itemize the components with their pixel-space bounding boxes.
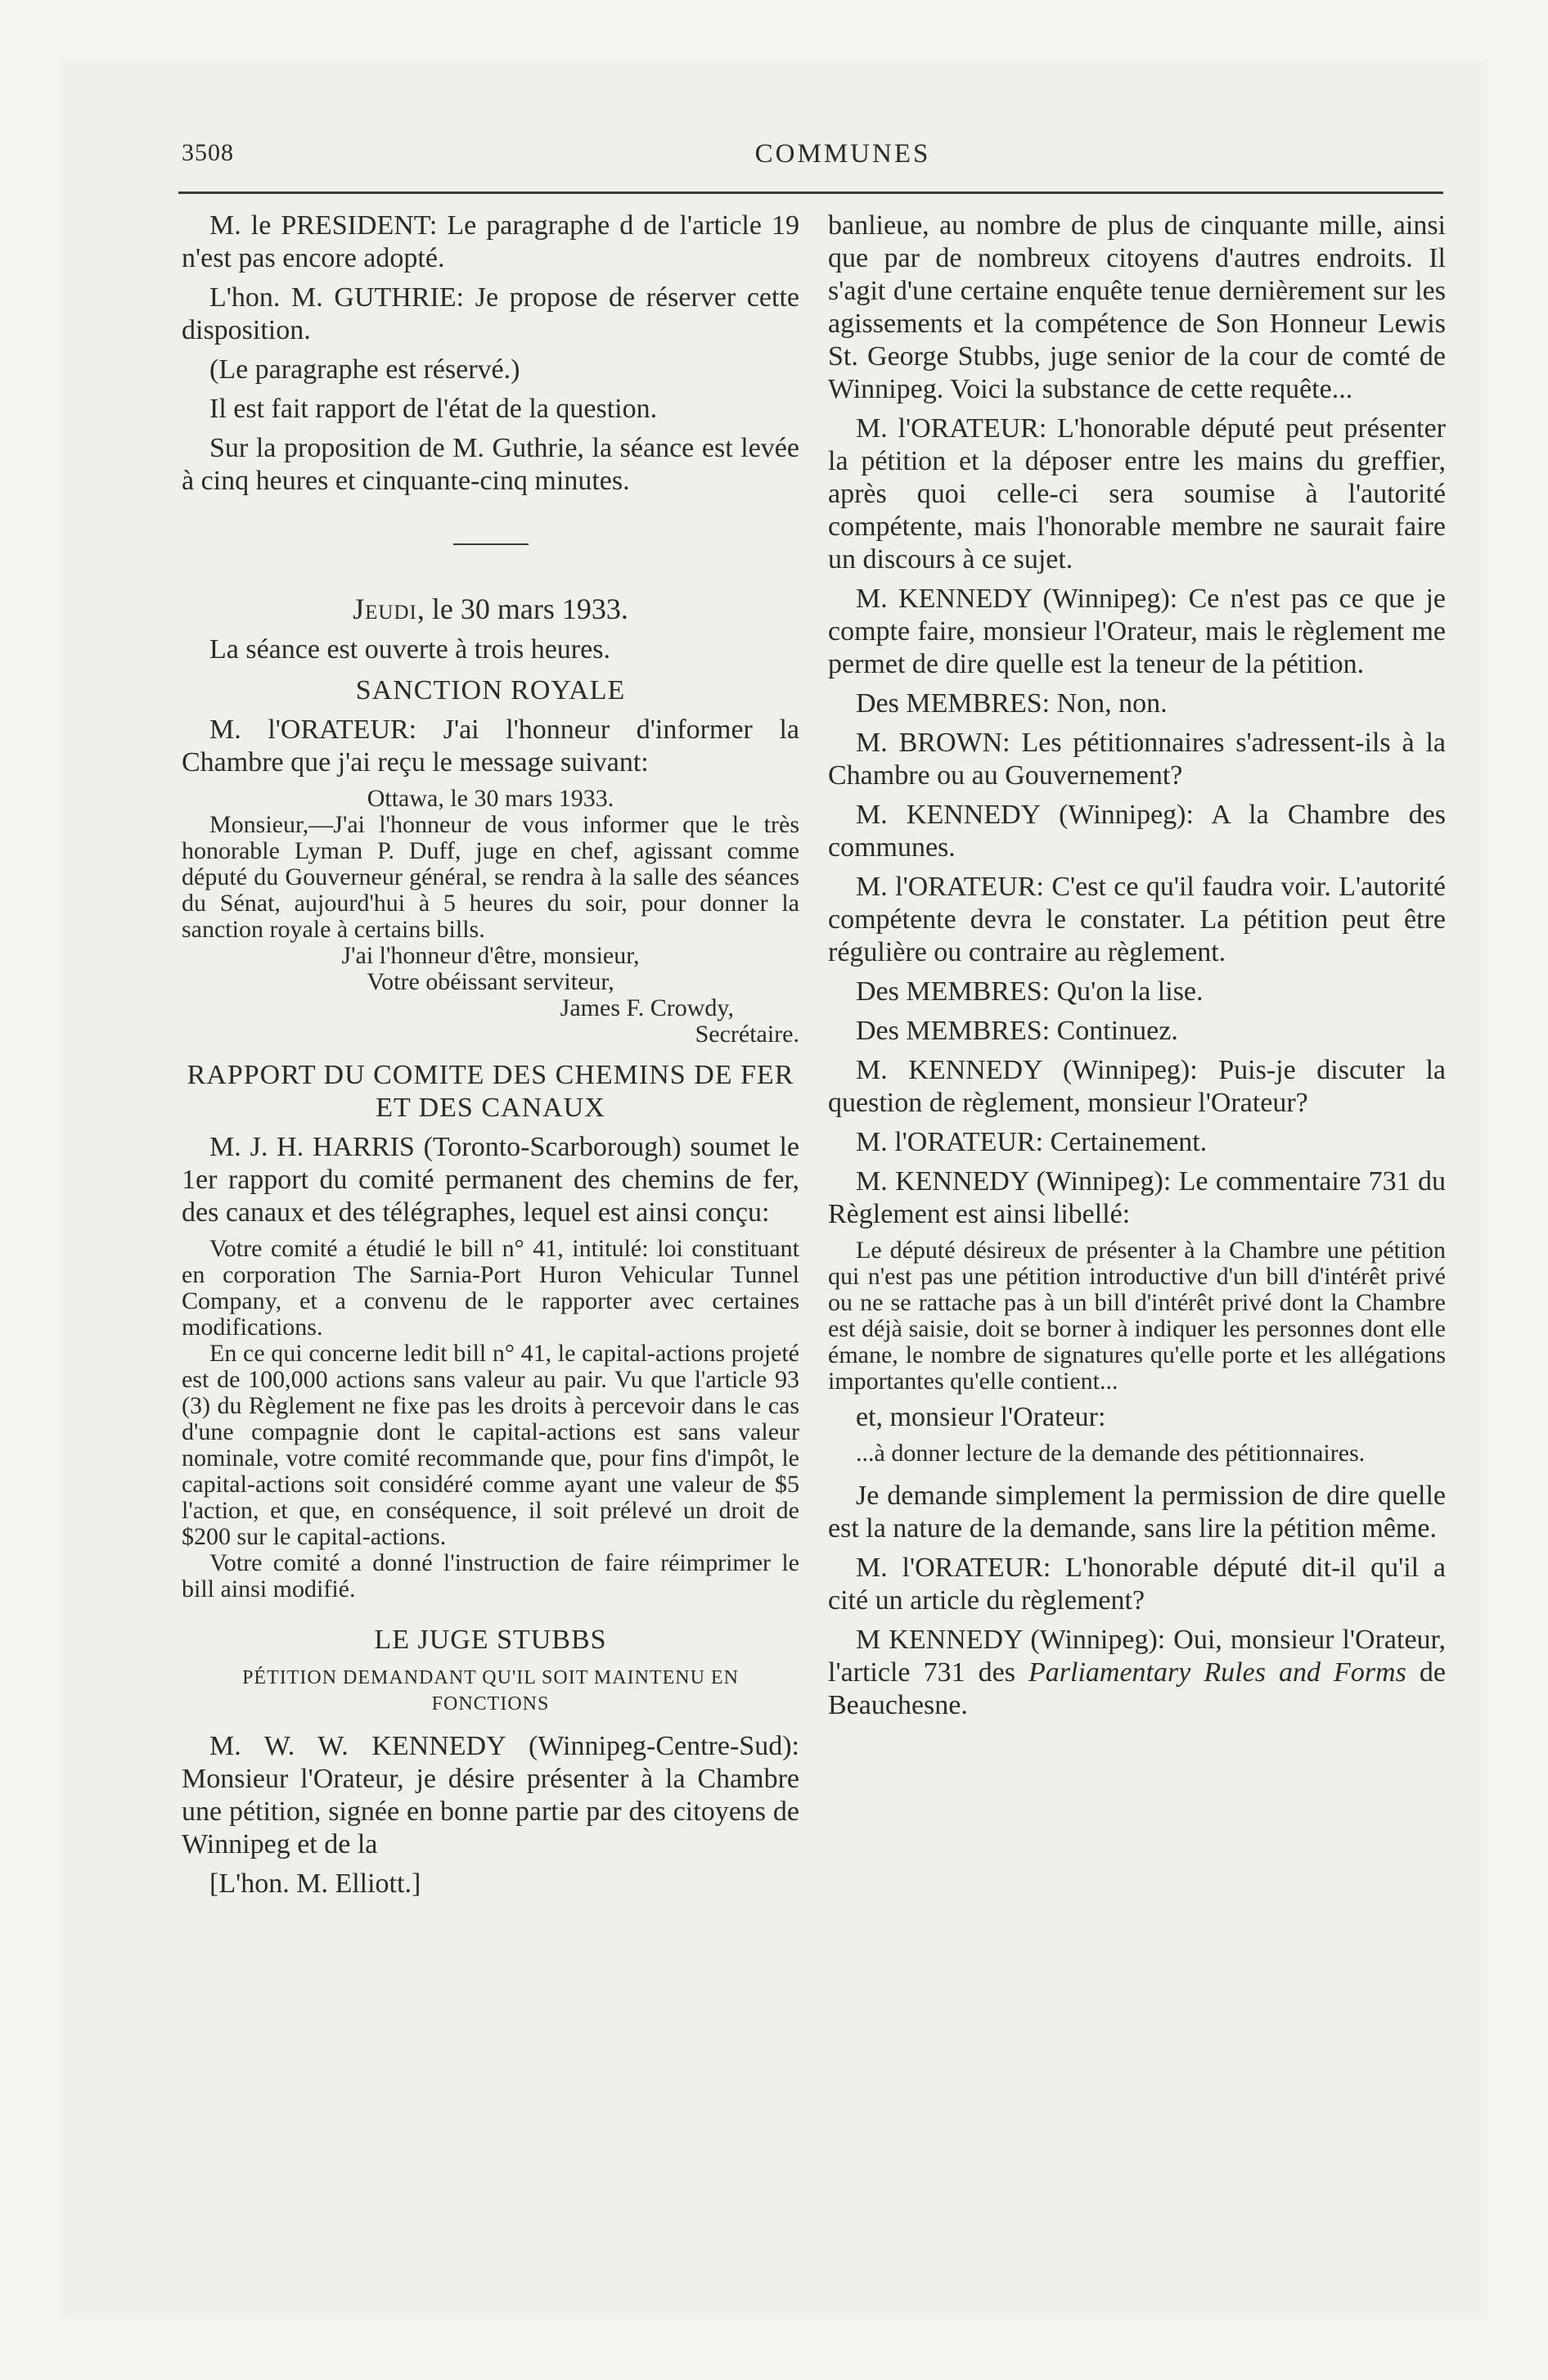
left-column xyxy=(182,210,799,1907)
section-heading: RAPPORT DU COMITE DES CHEMINS DE FER ET DES CANAUX xyxy=(187,1060,794,1123)
header-rule xyxy=(178,192,1443,194)
paragraph: L'hon. M. GUTHRIE: Je propose de réserver cette disposition. xyxy=(182,282,799,345)
page-number: 3508 xyxy=(182,139,234,166)
report-paragraph: Votre comité a donné l'instruction de faire réimprimer le bill ainsi modifié. xyxy=(182,1549,799,1602)
paragraph: Il est fait rapport de l'état de la question. xyxy=(209,394,658,424)
paragraph: M. l'ORATEUR: C'est ce qu'il faudra voir. L'autorité compétente devra le constater. La pétition peut être régulière ou contraire au règlement. xyxy=(828,872,1446,967)
letter-closing: J'ai l'honneur d'être, monsieur, xyxy=(341,942,640,969)
letter-servant: Votre obéissant serviteur, xyxy=(367,968,614,995)
right-column xyxy=(828,210,1446,1729)
paragraph: M. l'ORATEUR: L'honorable député peut présenter la pétition et la déposer entre les mains du greffier, après quoi celle-ci sera soumise à l'autorité compétente, mais l'honorable membre ne saurait faire un discours à ce sujet. xyxy=(828,413,1446,575)
cited-work-title: Parliamentary Rules and Forms xyxy=(1028,1657,1406,1688)
report-paragraph: Votre comité a étudié le bill n° 41, intitulé: loi constituant en corporation The Sarnia-Port Huron Vehicular Tunnel Company, et a convenu de le rapporter avec certaines modifications. xyxy=(182,1235,799,1341)
paragraph: Des MEMBRES: Continuez. xyxy=(856,1016,1178,1046)
letter-body: Monsieur,—J'ai l'honneur de vous informer que le très honorable Lyman P. Duff, juge en chef, agissant comme député du Gouverneur général, se rendra à la salle des séances du Sénat, aujourd'hui à 5 heures du soir, pour donner la sanction royale à certains bills. xyxy=(182,811,799,943)
paragraph: M. l'ORATEUR: L'honorable député dit-il qu'il a cité un article du règlement? xyxy=(828,1553,1446,1616)
paragraph: M. J. H. HARRIS (Toronto-Scarborough) soumet le 1er rapport du comité permanent des chemins de fer, des canaux et des télégraphes, lequel est ainsi conçu: xyxy=(182,1132,799,1228)
paragraph: M. KENNEDY (Winnipeg): Ce n'est pas ce que je compte faire, monsieur l'Orateur, mais le règlement me permet de dire quelle est la teneur de la pétition. xyxy=(828,584,1446,679)
paragraph: Sur la proposition de M. Guthrie, la séance est levée à cinq heures et cinquante-cinq minutes. xyxy=(182,433,799,496)
letter-place-date: Ottawa, le 30 mars 1933. xyxy=(367,785,614,812)
paragraph: M. KENNEDY (Winnipeg): A la Chambre des communes. xyxy=(828,800,1446,863)
text-run: M KENNEDY (Winnipeg): Oui, monsieur l'Orateur, l'article 731 des xyxy=(828,1625,1446,1688)
section-subheading: PÉTITION DEMANDANT QU'IL SOIT MAINTENU EN FONCTIONS xyxy=(242,1667,739,1715)
paragraph: M. BROWN: Les pétitionnaires s'adressent-ils à la Chambre ou au Gouvernement? xyxy=(828,728,1446,791)
sitting-date xyxy=(182,593,799,625)
quoted-paragraph: ...à donner lecture de la demande des pétitionnaires. xyxy=(856,1440,1366,1467)
quoted-rule-commentary xyxy=(828,1440,1446,1467)
paragraph: M. KENNEDY (Winnipeg): Puis-je discuter la question de règlement, monsieur l'Orateur? xyxy=(828,1055,1446,1118)
section-heading: LE JUGE STUBBS xyxy=(374,1625,607,1655)
paragraph: Je demande simplement la permission de dire quelle est la nature de la demande, sans lire la pétition même. xyxy=(828,1481,1446,1544)
date-weekday: Jeudi xyxy=(353,593,417,625)
running-head: COMMUNES xyxy=(754,139,931,169)
paragraph: banlieue, au nombre de plus de cinquante mille, ainsi que par de nombreux citoyens d'autres endroits. Il s'agit d'une certaine enquête tenue dernièrement sur les agissements et la compétence de Son Honneur Lewis St. George Stubbs, juge senior de la cour de comté de Winnipeg. Voici la substance de cette requête... xyxy=(828,210,1446,404)
quoted-paragraph: Le député désireux de présenter à la Chambre une pétition qui n'est pas une pétition introductive d'un bill d'intérêt privé ou ne se rattache pas à un bill d'intérêt privé dont la Chambre est déjà saisie, doit se borner à indiquer les personnes dont elle émane, le nombre de signatures qu'elle porte et les allégations importantes qu'elle contient... xyxy=(828,1237,1446,1395)
paragraph: Des MEMBRES: Qu'on la lise. xyxy=(856,976,1204,1007)
paragraph: (Le paragraphe est réservé.) xyxy=(209,354,520,385)
report-paragraph: En ce qui concerne ledit bill n° 41, le capital-actions projeté est de 100,000 actions sans valeur au pair. Vu que l'article 93 (3) du Règlement ne fixe pas les droits à percevoir dans le cas d'une compagnie dont le capital-actions est sans valeur nominale, votre comité recommande que, pour fins d'impôt, le capital-actions soit considéré comme ayant une valeur de $5 l'action, et que, en conséquence, il soit prélevé un droit de $200 sur le capital-actions. xyxy=(182,1340,799,1550)
quoted-report xyxy=(182,1236,799,1602)
paragraph: M. W. W. KENNEDY (Winnipeg-Centre-Sud): Monsieur l'Orateur, je désire présenter à la Chambre une pétition, signée en bonne partie par des citoyens de Winnipeg et de la xyxy=(182,1731,799,1859)
paragraph: Des MEMBRES: Non, non. xyxy=(856,688,1168,719)
date-rest: , le 30 mars 1933. xyxy=(416,593,628,625)
text-run: de Beauchesne. xyxy=(828,1657,1446,1720)
paragraph: M. KENNEDY (Winnipeg): Le commentaire 731 du Règlement est ainsi libellé: xyxy=(828,1166,1446,1229)
paragraph: M. l'ORATEUR: J'ai l'honneur d'informer la Chambre que j'ai reçu le message suivant: xyxy=(182,714,799,778)
section-divider xyxy=(453,543,529,545)
paragraph: M. le PRESIDENT: Le paragraphe d de l'article 19 n'est pas encore adopté. xyxy=(182,210,799,273)
letter-signature-title: Secrétaire. xyxy=(695,1021,799,1048)
letter-signature-name: James F. Crowdy, xyxy=(560,994,734,1021)
page-footer-note: [L'hon. M. Elliott.] xyxy=(209,1868,421,1899)
quoted-letter xyxy=(182,786,799,1048)
paragraph xyxy=(828,1624,1446,1722)
paragraph: M. l'ORATEUR: Certainement. xyxy=(856,1127,1208,1157)
paragraph: La séance est ouverte à trois heures. xyxy=(209,634,610,665)
section-heading: SANCTION ROYALE xyxy=(355,675,626,705)
paragraph: et, monsieur l'Orateur: xyxy=(856,1402,1106,1432)
quoted-rule-commentary xyxy=(828,1237,1446,1395)
